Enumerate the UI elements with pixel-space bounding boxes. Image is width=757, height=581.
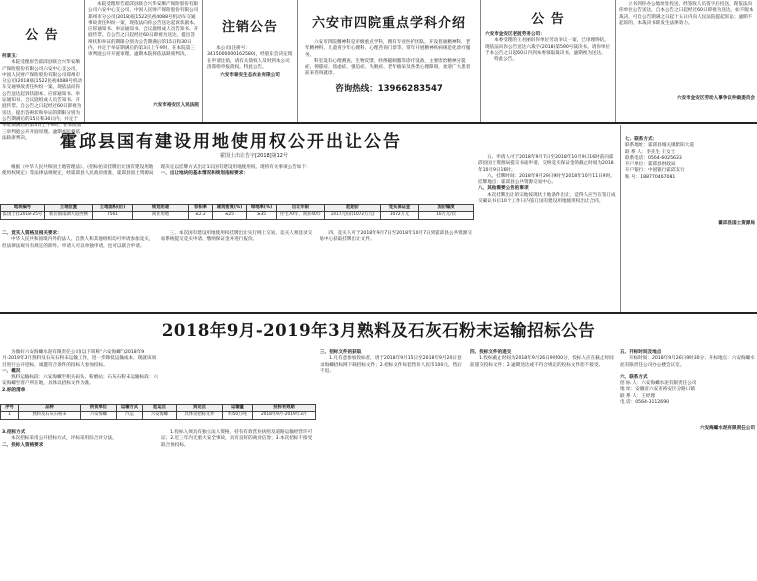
tender-text-7: 开标时间：2018年9月26日9时30分；开标地点：六安海螺水泥有限责任公司办公楼会议室。	[620, 356, 755, 368]
table-cell: 住宅70年、商业40年	[277, 212, 325, 219]
table-header-row	[1, 405, 316, 412]
tender-title: 2018年9月-2019年3月熟料及石灰石粉末运输招标公告	[161, 321, 596, 340]
table-header-cell: 起运点	[143, 405, 177, 412]
land-notice-section-8: 八、其他需要公告的事项	[478, 186, 529, 192]
tender-section-6: 四、投标文件的递交	[470, 350, 512, 355]
table-header-cell: 竞买保证金	[381, 205, 419, 212]
column-divider	[202, 0, 203, 122]
table-header-cell: 加价幅度	[419, 205, 474, 212]
land-notice-section-5: 五、申请人可于2018年9月7日至2018年10月9日16时前向霍邱县国土资源局提交书面申请，交纳竞买保证金的截止时间为2018年10月9日16时。	[478, 155, 614, 173]
land-contact-address: 联系地址：霍邱县城关镇紫阳大道	[625, 143, 694, 149]
land-contact-account: 账 号：188770467081	[625, 174, 676, 180]
table-cell: 约50万吨	[223, 412, 253, 419]
arbitration-notice-signature: 六安市金安区劳动人事争议仲裁委员会	[676, 96, 755, 101]
court-notice-signature: 六安市裕安区人民法院	[153, 103, 199, 108]
table-cell: ≤2.2	[189, 212, 213, 219]
tender-text-3: 本次招标采用公开招标方式，评标采用综合评分法。	[11, 436, 117, 442]
land-notice-intro-text: 根据《中华人民共和国土地管理法》、《招标拍卖挂牌出让国有建设用地使用权规定》等法律法规规定，经霍邱县人民政府批准，霍邱县国土资源局现决定以挂牌方式出让1宗国有建设用地使用权。现将有关事项公告如下：	[2, 165, 311, 177]
table-cell: 新店镇南湖大道西侧	[45, 212, 93, 219]
land-notice-intro	[0, 165, 474, 203]
labor-notice-body: 本委受理的王君丽诉你单位劳动争议一案，已审理终结。现依法向你公告送达六裁字(2018)第590号裁决书。请你单位于本公告之日起60日内到本委领取裁决书，逾期视为送达。	[485, 38, 611, 56]
hospital-ad-title: 六安市四院重点学科介绍	[311, 16, 466, 31]
tender-text-4: 1.投标人须具有独立法人资格，持有有效营业执照及道路运输经营许可证；2.近三年内无重大安全事故，具有良好的商业信誉；3.本次招标不接受联合体投标。	[161, 430, 313, 448]
land-notice-lower	[0, 231, 474, 311]
table-cell: ≥35	[247, 212, 277, 219]
table-header-cell: 地块编号	[1, 205, 45, 212]
tender-section-4: 二、投标人资格要求	[2, 442, 44, 448]
tender-text-6: 1.投标截止时间为2018年9月26日9时00分，投标人应在截止时间前递交投标文件；2.逾期送达或不符合规定的投标文件恕不接受。	[470, 356, 614, 368]
table-cell: 具体见招标文件	[177, 412, 223, 419]
hospital-hotline: 咨询热线：13966283547	[335, 83, 443, 94]
labor-notice	[482, 2, 614, 121]
column-divider	[84, 0, 85, 122]
land-contact-account-holder: 开户单位：霍邱县财政局	[625, 162, 676, 168]
column-divider	[297, 0, 298, 122]
table-cell: 1072万元	[381, 212, 419, 219]
land-contact-bank: 开户银行：中国银行霍邱支行	[625, 168, 685, 174]
arbitration-notice-body: 立书到你办公地址处投送，经签收人员签字后投送，现依法向你单位公告送达，自本公告之日起经过60日即视为送达。如不服本裁决，可自公告期满之日起十五日内向人民法院提起诉讼；逾期不起诉的，本裁决书即发生法律效力。	[619, 2, 754, 26]
table-header-cell: 土地面积(㎡)	[93, 205, 133, 212]
deregistration-body: 本公司(注册号：3415000000162580)，经股东会决定现在申请注销，请有关债权人及时到本公司清算组申报债权。特此公告。	[207, 46, 293, 70]
deregistration-notice	[204, 2, 296, 121]
deregistration-signature: 六安市泰安生态农业有限公司	[220, 73, 280, 79]
tender-section-8: 六、联系方式	[620, 374, 648, 380]
tender-section-3: 3.招标方式	[2, 430, 26, 435]
table-row	[1, 212, 474, 219]
column-divider	[620, 125, 621, 312]
land-notice-section-6: 六、挂牌时间：2018年9月29日9时至2018年10月11日9时。挂牌地点：霍邱县公共资源交易中心。	[478, 173, 615, 186]
court-notice-title-block	[0, 0, 84, 141]
table-header-cell: 品种	[19, 405, 81, 412]
table-cell: 1	[1, 412, 19, 419]
table-cell: 商住用地	[133, 212, 189, 219]
court-notice-body	[86, 2, 201, 121]
table-header-cell: 运输方式	[117, 405, 143, 412]
table-row	[1, 412, 316, 419]
table-cell: 7561	[93, 212, 133, 219]
section-divider	[0, 122, 757, 124]
court-notice-text-b: 本院受理原告霍邱县联合兴华安顺产保险股份有限公司六安中心支公司，中国人民财产保险股份有限公司郑州市分公司(2018)皖1522民初4088号机动车交通事故责任纠纷一案，现依法向你公告送达起诉状副本、应诉通知书、举证通知书、合议庭组成人员告知书、开庭传票。自公告之日起经过60日即视为送达，提出答辩状和举证的期限分别为公告期满后的15日和30日内，并定于举证期满后的第3日上午9时，在本院第三审判庭公开开庭审理。逾期本院将依法缺席判决。	[88, 2, 199, 58]
tender-col3	[318, 350, 466, 581]
tender-section-1: 一、概况	[2, 368, 21, 374]
land-notice-col5	[623, 125, 757, 312]
table-header-cell: 供货单位	[81, 405, 117, 412]
land-notice-text-2: 中华人民共和国境内外的法人、自然人和其他组织均可申请参加竞买，但法律法规另有规定的除外。申请人可以单独申请，也可以联合申请。	[2, 237, 154, 249]
land-contact-phone: 联系电话：0564-6025633	[625, 155, 682, 161]
table-cell: 六安海螺	[143, 412, 177, 419]
tender-section-5: 三、招标文件的获取	[320, 350, 362, 355]
tender-text-5: 1.凡有意参加投标者，请于2018年9月15日至2018年9月20日登录海螺招标网下载招标文件；2.招标文件每套售价人民币100元，售后不退。	[320, 356, 462, 374]
land-notice-text-8: 本次挂牌出让的宗地按现状土地条件出让，竞得人应当在签订成交确认书后10个工作日内签订国有建设用地使用权出让合同。	[478, 192, 616, 205]
labor-notice-addressee: 六安市金安区老挝劳务公司：	[485, 32, 545, 37]
land-notice-title: 霍邱县国有建设用地使用权公开出让公告	[60, 132, 402, 152]
table-cell: 六安海螺	[81, 412, 117, 419]
hospital-ad	[299, 2, 479, 121]
land-notice-section-4: 四、竞买人可于2018年9月7日至2018年10月7日到霍邱县公共资源交易中心获取挂牌出让文件。	[319, 231, 472, 243]
land-notice-docno: 霍国土出让告字[2018]第12号	[220, 153, 288, 159]
table-cell: 汽运	[117, 412, 143, 419]
table-header-cell: 容积率	[189, 205, 213, 212]
land-parcel-grid	[0, 204, 474, 220]
land-parcel-table	[0, 204, 474, 229]
tender-section-2: 2.标的清单	[2, 387, 26, 393]
labor-notice-title: 公 告	[531, 12, 565, 27]
arbitration-notice	[617, 2, 757, 121]
tender-header	[0, 320, 757, 344]
table-header-cell: 序号	[1, 405, 19, 412]
table-cell: ≤25	[213, 212, 247, 219]
table-header-cell: 投标有效期	[253, 405, 316, 412]
column-divider	[480, 0, 481, 122]
hospital-ad-body: 六安市四院精神科是市级重点学科，拥有专业医护团队，开设普通精神科、老年精神科、儿童青少年心理科、心理咨询门诊等，常年开展精神疾病规范化诊疗服务。	[305, 40, 471, 58]
tender-text-1: 熟料运输标段：六安海螺至相关码头、粉磨站；石灰石粉末运输标段：六安海螺至客户所在地，具体以招标文件为准。	[2, 375, 159, 387]
tender-col4	[468, 350, 616, 581]
land-notice-signature: 霍邱县国土资源局	[718, 221, 755, 227]
land-notice-section-3: 三、本次国有建设用地使用权挂牌出让实行网上交易，竞买人须登录交易系统提交竞买申请、缴纳保证金并进行报价。	[160, 231, 313, 243]
land-notice-section-1: 一、出让地块的基本情况和规划指标要求：	[160, 171, 248, 177]
table-header-cell: 绿地率(%)	[247, 205, 277, 212]
table-cell: 10万元/次	[419, 212, 474, 219]
tender-signature: 六安海螺水泥有限责任公司	[699, 426, 755, 432]
land-notice-section-7: 七、联系方式：	[625, 137, 658, 142]
table-cell: 熟料及石灰石粉末	[19, 412, 81, 419]
section-divider	[0, 312, 757, 314]
column-divider	[615, 0, 616, 122]
table-cell: 2018年9月-2019年3月	[253, 412, 316, 419]
tender-section-7: 五、开标时间及地点	[620, 350, 662, 355]
labor-notice-body-2: 特此公告。	[494, 57, 517, 63]
table-header-cell: 出让年限	[277, 205, 325, 212]
table-cell: 霍国土挂2018-25号	[1, 212, 45, 219]
table-cell: 1417元/㎡(1072万元)	[325, 212, 381, 219]
tender-table	[0, 404, 316, 428]
tender-contact-person: 联 系 人：王经理	[620, 393, 656, 399]
table-header-cell: 运输量	[223, 405, 253, 412]
hospital-ad-body-2: 科室设有心理测查、生物反馈、经颅磁刺激等诊疗设备，主要诊治精神分裂症、抑郁症、焦虑症、强迫症、失眠症、老年痴呆及各类心理障碍，欢迎广大患者前来咨询就诊。	[305, 58, 471, 77]
tender-contact-name: 招 标 人：六安海螺水泥有限责任公司	[620, 381, 697, 387]
table-header-cell: 起始价	[325, 205, 381, 212]
tender-contact-phone: 电 话：0564-3112690	[620, 400, 670, 406]
land-contact-person: 联 系 人：李先生 王女士	[625, 149, 676, 155]
tender-col1-lower	[0, 430, 316, 581]
table-header-cell: 土地位置	[45, 205, 93, 212]
tender-grid	[0, 404, 316, 420]
court-notice-addressee: 何景玉：	[2, 54, 21, 59]
deregistration-title: 注销公告	[221, 20, 278, 35]
table-header-row	[1, 205, 474, 212]
table-header-cell: 规划用途	[133, 205, 189, 212]
court-notice-title: 公 告	[25, 28, 59, 43]
tender-col5	[618, 350, 757, 581]
table-header-cell: 到达点	[177, 405, 223, 412]
tender-intro: 为做好六安海螺水泥有限责任公司(以下简称“六安海螺”)2018年9月-2019年3月熟料及石灰石粉末运输工作，进一步降低运输成本，现就该项目进行公开招标，诚邀符合条件的投标人参加投标。	[2, 350, 157, 368]
tender-contact-address: 地 址：安徽省六安市裕安区分路口镇	[620, 387, 695, 393]
land-notice-col4	[476, 155, 618, 311]
table-header-cell: 建筑密度(%)	[213, 205, 247, 212]
land-notice-section-2: 二、竞买人资格及相关要求：	[2, 231, 62, 236]
court-notice-text-a: 本院受理原告霍邱县联合兴华安顺产保险股份有限公司六安中心支公司，中国人民财产保险股份有限公司郑州市分公司(2018)皖1522民初4088号机动车交通事故责任纠纷一案，现依法向你公告送达起诉状副本、应诉通知书、举证通知书、合议庭组成人员告知书、开庭传票。自公告之日起经过60日即视为送达，提出答辩状和举证的期限分别为公告期满后的15日和30日内，并定于举证期满后的第3日上午9时，在本院第三审判庭公开开庭审理。逾期本院将依法缺席判决。	[2, 60, 83, 141]
